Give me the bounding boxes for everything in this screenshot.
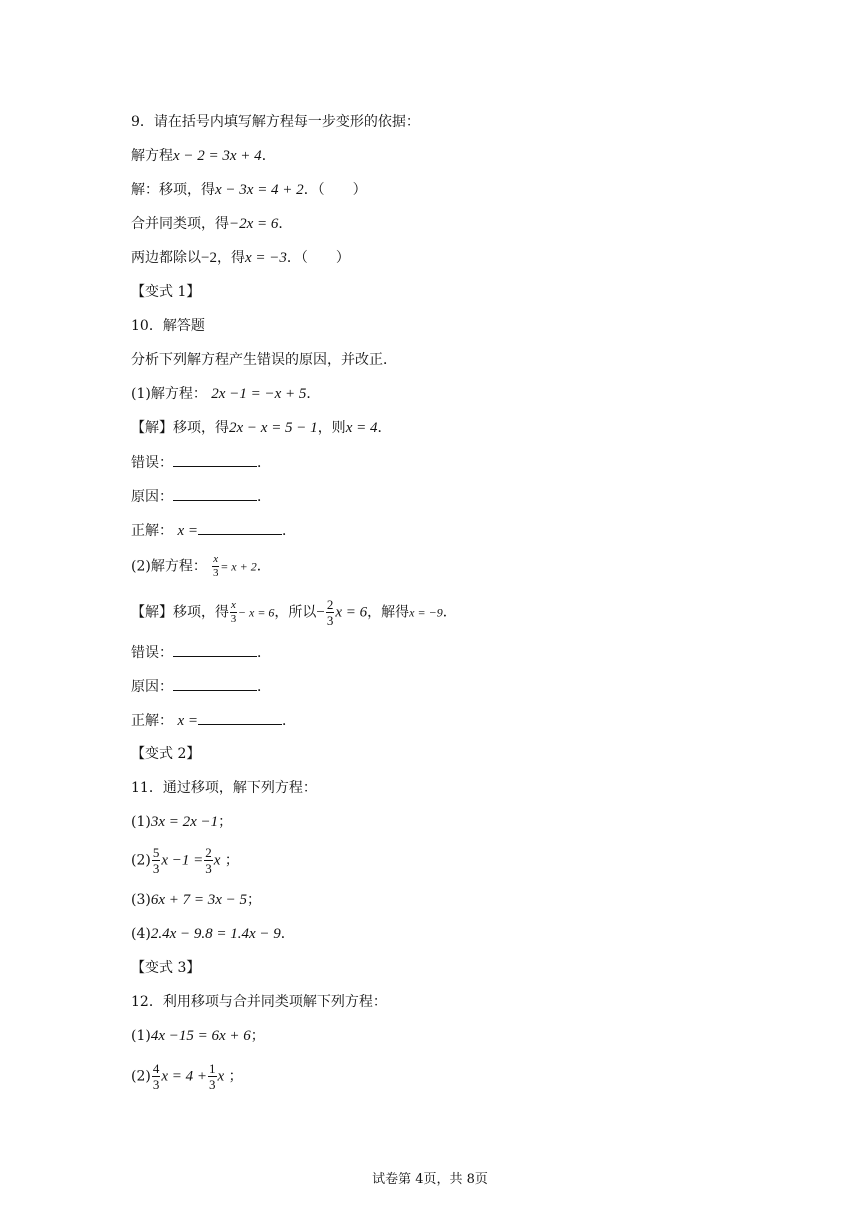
q9-line4-end: ．（ ） bbox=[286, 250, 350, 266]
q9-line1-end: ． bbox=[261, 148, 276, 164]
blank-period: ． bbox=[257, 455, 271, 471]
fraction bbox=[152, 846, 161, 875]
fraction-denominator: 3 bbox=[205, 861, 212, 876]
item-equation: 2.4x − 9.8 = 1.4x − 9 bbox=[150, 926, 281, 942]
item-end: ． bbox=[280, 926, 295, 942]
reason-label: 原因： bbox=[131, 489, 173, 505]
variant-1-heading: 【变式 1】 bbox=[131, 284, 201, 300]
correct-label: 正解： bbox=[131, 713, 173, 729]
fraction-numerator: x bbox=[213, 553, 219, 565]
item-equation: x −1 = bbox=[161, 852, 204, 869]
blank-period: ． bbox=[281, 523, 296, 539]
fraction-numerator: 2 bbox=[205, 845, 212, 860]
q10-part2-end: ． bbox=[256, 558, 271, 575]
q10-part2-solution-end: ． bbox=[442, 604, 457, 621]
q10-part1-solution-result: x = 4 bbox=[345, 420, 378, 436]
q9-line4-text: 两边都除以 bbox=[131, 250, 201, 266]
answer-blank[interactable] bbox=[198, 710, 282, 725]
reason-label: 原因： bbox=[131, 679, 173, 695]
fraction bbox=[326, 598, 335, 627]
fraction-denominator: 3 bbox=[209, 1077, 216, 1092]
q10-part2 bbox=[131, 554, 271, 579]
q9-line1-text: 解方程 bbox=[131, 148, 173, 164]
q9-line4-mid: ，得 bbox=[216, 250, 245, 266]
q10-part1-end: ． bbox=[306, 386, 321, 402]
q10-part2-solution-result: x = −9 bbox=[409, 605, 443, 620]
q11-item4 bbox=[131, 924, 295, 944]
q10-part1-label: (1)解方程： bbox=[131, 386, 207, 402]
item-equation: x = 4 + bbox=[161, 1068, 207, 1085]
error-label: 错误： bbox=[131, 645, 173, 661]
q9-line3 bbox=[131, 214, 292, 234]
q10-part1-solution-label: 【解】移项，得 bbox=[131, 420, 229, 436]
q10-part2-error-row bbox=[131, 642, 271, 663]
blank-period: ． bbox=[257, 645, 271, 661]
q10-part2-solution-mid-2: ，解得 bbox=[367, 604, 410, 621]
q10-part2-label: (2)解方程： bbox=[131, 558, 207, 575]
correct-equation: x = bbox=[177, 713, 198, 729]
q10-part1-solution-mid: ，则 bbox=[317, 420, 346, 436]
blank-period: ． bbox=[281, 713, 296, 729]
fraction-denominator: 3 bbox=[152, 1077, 160, 1092]
fraction bbox=[230, 600, 237, 625]
item-equation-end: x bbox=[213, 852, 221, 869]
q10-part1-solution-equation: 2x − x = 5 − 1 bbox=[229, 420, 318, 436]
answer-blank[interactable] bbox=[198, 520, 282, 535]
item-end: ； bbox=[247, 892, 262, 908]
q12-stem: 12．利用移项与合并同类项解下列方程： bbox=[131, 994, 387, 1010]
q10-part1-reason-row bbox=[131, 486, 271, 507]
fraction bbox=[204, 846, 213, 875]
q9-line1 bbox=[131, 146, 276, 166]
q10-part1 bbox=[131, 384, 320, 404]
answer-blank[interactable] bbox=[173, 452, 257, 467]
fraction-denominator: 3 bbox=[212, 567, 219, 579]
variant-3-heading: 【变式 3】 bbox=[131, 960, 201, 976]
item-end: ； bbox=[218, 814, 233, 830]
q10-part1-solution-end: ． bbox=[377, 420, 392, 436]
q10-part2-solution-label: 【解】移项，得 bbox=[131, 604, 229, 621]
fraction bbox=[208, 1062, 217, 1091]
fraction-denominator: 3 bbox=[326, 613, 334, 628]
q9-line2-end: ．（ ） bbox=[303, 182, 367, 198]
q10-part1-error-row bbox=[131, 452, 271, 473]
q10-part2-solution bbox=[131, 598, 457, 627]
q10-part2-equation: = x + 2 bbox=[220, 559, 257, 574]
fraction-numerator: 4 bbox=[152, 1061, 160, 1076]
answer-blank[interactable] bbox=[173, 642, 257, 657]
item-label: (4) bbox=[131, 926, 151, 942]
q11-item3 bbox=[131, 890, 261, 910]
variant-2-heading: 【变式 2】 bbox=[131, 746, 201, 762]
fraction-numerator: 2 bbox=[326, 597, 334, 612]
correct-equation: x = bbox=[177, 523, 198, 539]
q10-intro: 分析下列解方程产生错误的原因，并改正． bbox=[131, 352, 397, 368]
fraction-numerator: 5 bbox=[152, 845, 160, 860]
q10-part1-correct-row bbox=[131, 520, 296, 541]
q10-stem: 10．解答题 bbox=[131, 318, 205, 334]
item-equation: 6x + 7 = 3x − 5 bbox=[150, 892, 248, 908]
q9-line3-text: 合并同类项，得 bbox=[131, 216, 229, 232]
answer-blank[interactable] bbox=[173, 486, 257, 501]
item-equation: 3x = 2x −1 bbox=[150, 814, 219, 830]
q10-part2-correct-row bbox=[131, 710, 296, 731]
q9-line3-end: ． bbox=[278, 216, 293, 232]
correct-label: 正解： bbox=[131, 523, 173, 539]
item-label: (3) bbox=[131, 892, 151, 908]
fraction bbox=[152, 1062, 161, 1091]
q9-line2-equation: x − 3x = 4 + 2 bbox=[215, 182, 304, 198]
item-equation: 4x −15 = 6x + 6 bbox=[150, 1028, 251, 1044]
item-label: (1) bbox=[131, 814, 151, 830]
item-label: (1) bbox=[131, 1028, 151, 1044]
q9-line1-equation: x − 2 = 3x + 4 bbox=[173, 148, 262, 164]
item-end: ； bbox=[250, 1028, 265, 1044]
q9-line3-equation: −2x = 6 bbox=[229, 216, 279, 232]
q10-part2-solution-equation-2: x = 6 bbox=[335, 604, 368, 621]
q9-line2 bbox=[131, 180, 367, 200]
fraction-numerator: x bbox=[231, 599, 236, 611]
fraction bbox=[212, 554, 219, 579]
q9-line4 bbox=[131, 248, 350, 268]
q9-line4-equation: x = −3 bbox=[244, 250, 287, 266]
blank-period: ． bbox=[257, 679, 271, 695]
fraction-denominator: 3 bbox=[152, 861, 160, 876]
q11-item1 bbox=[131, 812, 232, 832]
q11-item2 bbox=[131, 846, 239, 875]
item-label: (2) bbox=[131, 1068, 151, 1085]
blank-period: ． bbox=[257, 489, 271, 505]
item-end: ； bbox=[224, 852, 239, 869]
fraction-numerator: 1 bbox=[209, 1061, 216, 1076]
error-label: 错误： bbox=[131, 455, 173, 471]
minus-sign: − bbox=[316, 604, 325, 621]
q9-line4-value: −2 bbox=[201, 250, 217, 266]
q10-part2-solution-equation: − x = 6 bbox=[237, 605, 275, 620]
q10-part2-reason-row bbox=[131, 676, 271, 697]
q9-stem: 9．请在括号内填写解方程每一步变形的依据： bbox=[131, 114, 420, 130]
item-end: ； bbox=[228, 1068, 243, 1085]
q12-item1 bbox=[131, 1026, 265, 1046]
q9-line2-text: 解：移项，得 bbox=[131, 182, 215, 198]
q12-item2 bbox=[131, 1062, 243, 1091]
q10-part2-solution-mid: ，所以 bbox=[274, 604, 317, 621]
q10-part1-equation: 2x −1 = −x + 5 bbox=[211, 386, 307, 402]
item-equation-end: x bbox=[217, 1068, 225, 1085]
item-label: (2) bbox=[131, 852, 151, 869]
q11-stem: 11．通过移项，解下列方程： bbox=[131, 780, 317, 796]
fraction-denominator: 3 bbox=[230, 613, 237, 625]
page-footer: 试卷第 4页，共 8页 bbox=[372, 1172, 488, 1187]
answer-blank[interactable] bbox=[173, 676, 257, 691]
q10-part1-solution bbox=[131, 418, 391, 438]
